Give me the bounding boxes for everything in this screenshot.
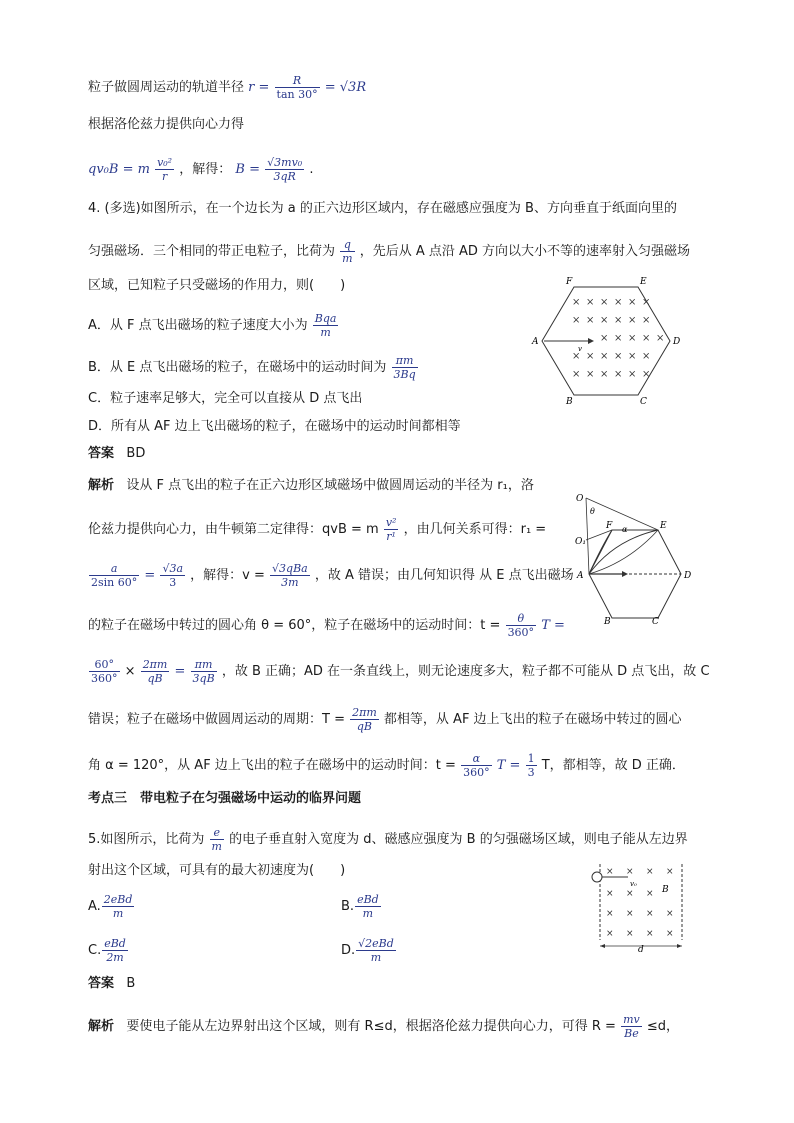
field-cross: × — [614, 369, 623, 380]
field-cross: × — [666, 909, 674, 919]
field-cross: × — [642, 351, 651, 362]
field-cross: × — [642, 333, 651, 344]
q5-analysis: 解析 要使电子能从左边界射出这个区域，则有 R≤d，根据洛伦兹力提供向心力，可得 R = $\frac{mv}{Be}$ ≤d， — [88, 1013, 680, 1040]
q4-analysis-2: 伦兹力提供向心力，由牛顿第二定律得：qvB = m $\frac{\text{v²}}{\text{r¹}}$ ，由几何关系可得：r₁ = — [88, 516, 547, 543]
fig2-label-e: E — [660, 521, 667, 531]
q4-analysis-7: 角 α = 120°，从 AF 边上飞出的粒子在磁场中的运动时间：t = $\frac{\alpha}{360^\circ}$ T = $\frac{1}{3}$ T，都相等，故 D 正确． — [88, 752, 685, 779]
field-cross: × — [572, 297, 581, 308]
field-cross: × — [614, 297, 623, 308]
radius-result: = √3R — [324, 80, 367, 95]
q5-option-b: B. $\frac{\text{eBd}}{m}$ — [341, 893, 379, 920]
q4-option-b: B．从 E 点飞出磁场的粒子，在磁场中的运动时间为 $\frac{\pi m}{3Bq}$ — [88, 354, 416, 381]
fig2-label-o: O — [576, 494, 584, 504]
radius-eq: r = — [248, 80, 270, 95]
q5-option-a: A. $\frac{\text{2eBd}}{m}$ — [88, 893, 133, 920]
field-strip-figure — [588, 860, 692, 954]
fig2-label-b: B — [604, 617, 611, 626]
field-cross: × — [600, 315, 609, 326]
field-cross: × — [646, 929, 654, 939]
force-equation: qv₀B = m $\frac{\text{v₀²}}{r}$ ，解得： B = $\frac{\text{√3mv₀}}{3qR}$ . — [88, 156, 314, 183]
field-cross: × — [600, 333, 609, 344]
hexagon-figure — [530, 275, 690, 407]
q4-line2: 匀强磁场．三个相同的带正电粒子，比荷为 $\frac{q}{m}$ ，先后从 A 点沿 AD 方向以大小不等的速率射入匀强磁场 — [88, 238, 691, 265]
q4-answer: 答案 BD — [88, 446, 146, 461]
q5-option-d: D. $\frac{\text{√2eBd}}{m}$ — [341, 937, 394, 964]
fig1-label-c: C — [640, 397, 647, 407]
field-cross: × — [572, 351, 581, 362]
fig2-label-alpha: α — [622, 525, 628, 534]
fig2-label-a: A — [577, 571, 584, 581]
field-cross: × — [572, 315, 581, 326]
section-title: 考点三 带电粒子在匀强磁场中运动的临界问题 — [88, 791, 362, 806]
field-cross: × — [600, 369, 609, 380]
q5-answer: 答案 B — [88, 976, 136, 991]
fig3-label-b: B — [662, 885, 669, 895]
radius-line — [88, 74, 366, 101]
field-cross: × — [626, 867, 634, 877]
field-cross: × — [646, 909, 654, 919]
radius-prefix: 粒子做圆周运动的轨道半径 — [88, 80, 245, 95]
field-cross: × — [628, 315, 637, 326]
field-cross: × — [606, 889, 614, 899]
q4-analysis-5: $\frac{60^\circ}{360^\circ}$ × $\frac{2\pi m}{qB}$ = $\frac{\pi m}{3qB}$ ，故 B 正确；AD 在一条直线上，则无论速度多大，粒子都不可能从 D 点飞出，故 C — [91, 658, 710, 685]
trajectory-figure — [574, 490, 694, 626]
fig1-label-a: A — [532, 337, 539, 347]
field-cross: × — [646, 867, 654, 877]
q4-analysis-6: 错误；粒子在磁场中做圆周运动的周期：T = $\frac{2\pi m}{qB}$ 都相等，从 AF 边上飞出的粒子在磁场中转过的圆心 — [88, 706, 682, 733]
field-cross: × — [656, 333, 665, 344]
field-cross: × — [606, 909, 614, 919]
field-cross: × — [614, 315, 623, 326]
field-cross: × — [606, 929, 614, 939]
field-cross: × — [642, 315, 651, 326]
field-cross: × — [628, 351, 637, 362]
fig2-label-o1: O₁ — [575, 537, 586, 547]
field-cross: × — [614, 351, 623, 362]
field-cross: × — [572, 369, 581, 380]
field-cross: × — [642, 369, 651, 380]
q4-analysis-1: 解析 设从 F 点飞出的粒子在正六边形区域磁场中做圆周运动的半径为 r₁，洛 — [88, 478, 534, 493]
fig3-label-d: d — [638, 945, 644, 954]
radius-fraction: $\frac{R}{\tan 30^\circ}$ — [276, 74, 318, 101]
fig2-label-theta: θ — [590, 507, 595, 516]
q5-line1: 5.如图所示，比荷为 $\frac{e}{m}$ 的电子垂直射入宽度为 d、磁感应强度为 B 的匀强磁场区域，则电子能从左边界 — [88, 826, 688, 853]
fig1-label-f: F — [566, 277, 573, 287]
q4-line1: 4. (多选)如图所示，在一个边长为 a 的正六边形区域内，存在磁感应强度为 B、方向垂直于纸面向里的 — [88, 201, 677, 216]
field-cross: × — [586, 351, 595, 362]
q4-analysis-3: $\frac{a}{2\sin 60^\circ}$ = $\frac{√3a}{3}$ ，解得：v = $\frac{\text{√3qBa}}{3m}$ ，故 A 错误；由几何知识得 从 E 点飞出磁场 — [91, 562, 574, 589]
field-cross: × — [628, 369, 637, 380]
eq-fraction: $\frac{\text{v₀²}}{r}$ — [157, 156, 173, 183]
field-cross: × — [586, 369, 595, 380]
lorentz-text: 根据洛伦兹力提供向心力得 — [88, 117, 245, 132]
field-cross: × — [626, 909, 634, 919]
fig1-label-d: D — [673, 337, 681, 347]
fig1-label-e: E — [640, 277, 647, 287]
fig3-label-v0: v₀ — [630, 880, 637, 888]
field-cross: × — [646, 889, 654, 899]
q5-option-c: C. $\frac{\text{eBd}}{2m}$ — [88, 937, 126, 964]
q4-line3: 区域，已知粒子只受磁场的作用力，则( ) — [88, 278, 346, 293]
field-cross: × — [600, 297, 609, 308]
q4-option-a: A．从 F 点飞出磁场的粒子速度大小为 $\frac{\text{Bqa}}{m}$ — [88, 312, 337, 339]
field-cross: × — [626, 929, 634, 939]
field-cross: × — [628, 333, 637, 344]
field-cross: × — [600, 351, 609, 362]
field-cross: × — [666, 929, 674, 939]
B-fraction: $\frac{\text{√3mv₀}}{3qR}$ — [267, 156, 303, 183]
fig2-label-c: C — [652, 617, 659, 626]
fig2-label-d: D — [684, 571, 692, 581]
field-cross: × — [614, 333, 623, 344]
q4-option-c: C．粒子速率足够大，完全可以直接从 D 点飞出 — [88, 391, 363, 406]
fig1-label-v: v — [578, 345, 582, 353]
fig2-label-f: F — [606, 521, 613, 531]
field-cross: × — [642, 297, 651, 308]
q4-analysis-4: 的粒子在磁场中转过的圆心角 θ = 60°，粒子在磁场中的运动时间：t = $\frac{\theta}{360^\circ}$ T = — [88, 612, 565, 639]
field-cross: × — [628, 297, 637, 308]
q4-option-d: D．所有从 AF 边上飞出磁场的粒子，在磁场中的运动时间都相等 — [88, 419, 461, 434]
fig1-label-b: B — [566, 397, 573, 407]
field-cross: × — [666, 867, 674, 877]
field-cross: × — [586, 297, 595, 308]
field-cross: × — [606, 867, 614, 877]
q4-ratio: $\frac{q}{m}$ — [342, 238, 353, 265]
field-cross: × — [586, 315, 595, 326]
field-cross: × — [626, 889, 634, 899]
q5-line2: 射出这个区域，可具有的最大初速度为( ) — [88, 863, 346, 878]
